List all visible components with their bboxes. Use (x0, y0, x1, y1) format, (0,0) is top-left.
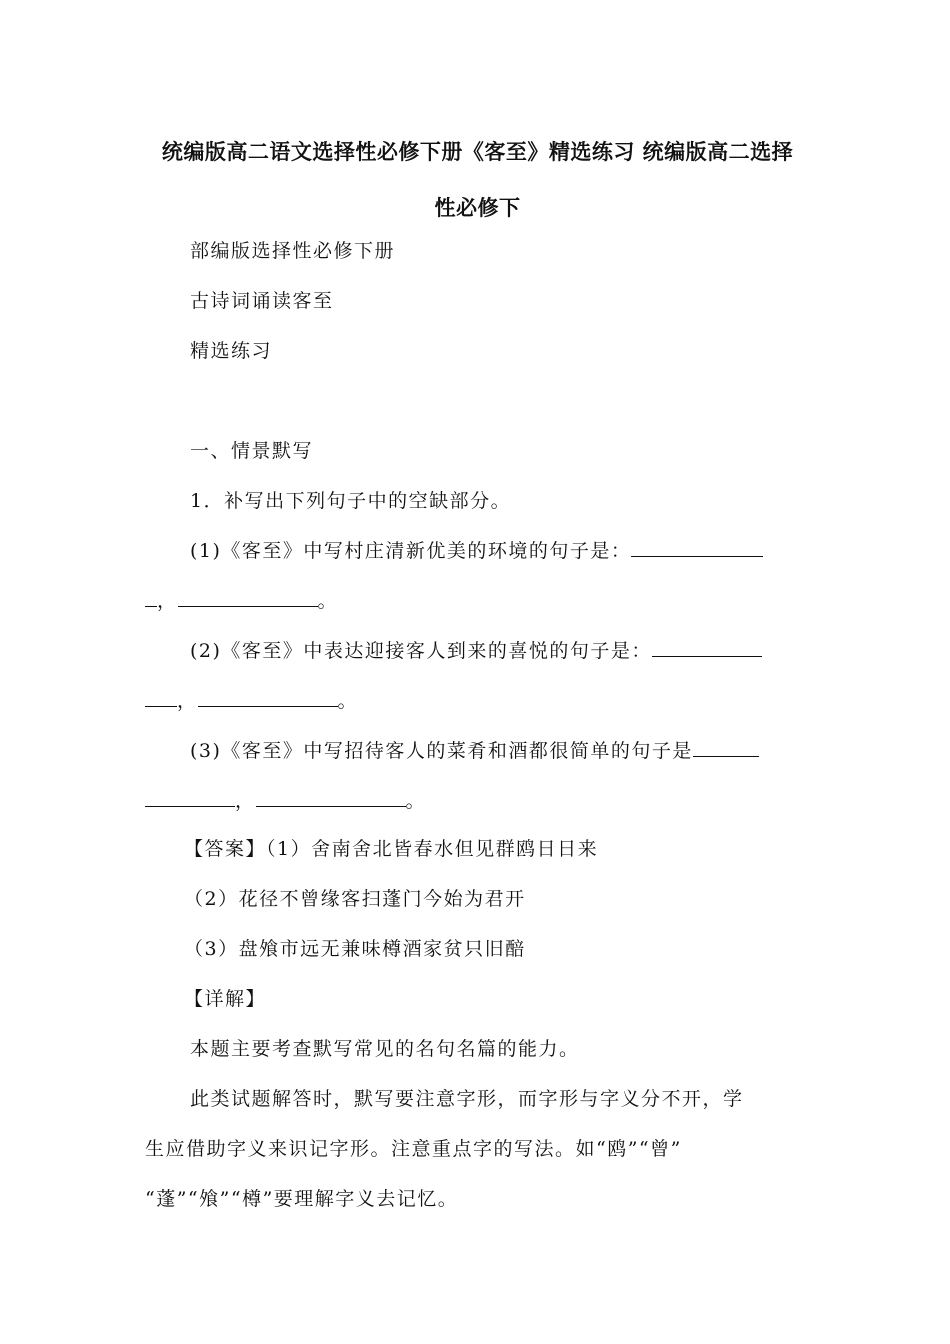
fill-item-1-continued (145, 588, 338, 614)
fill-blank (256, 788, 406, 807)
fill-item-3 (190, 738, 759, 764)
fill-item-2-prompt: (2)《客至》中表达迎接客人到来的喜悦的句子是： (190, 640, 652, 662)
fill-blank (178, 588, 318, 607)
period: 。 (337, 690, 359, 712)
question-stem: 1．补写出下列句子中的空缺部分。 (190, 490, 512, 512)
fill-item-3-continued (145, 788, 426, 814)
fill-blank (652, 638, 762, 657)
answer-2: （2）花径不曾缘客扫蓬门今始为君开 (184, 888, 526, 910)
document-title (145, 124, 810, 236)
comma: ， (177, 690, 198, 712)
detail-label: 【详解】 (184, 988, 267, 1010)
section-heading: 一、情景默写 (190, 440, 314, 462)
fill-item-1 (190, 538, 763, 564)
answer-label: 【答案】 (184, 838, 267, 860)
detail-paragraph-2-line-2: 生应借助字义来识记字形。注意重点字的写法。如“鸥”“曾” (145, 1138, 682, 1160)
fill-blank (145, 788, 235, 807)
comma: ， (235, 790, 256, 812)
fill-item-3-prompt: (3)《客至》中写招待客人的菜肴和酒都很简单的句子是 (190, 740, 693, 762)
header-line-textbook: 部编版选择性必修下册 (190, 240, 396, 262)
document-title-line-2: 性必修下 (434, 196, 521, 220)
fill-blank (631, 538, 763, 557)
detail-paragraph-2-line-1: 此类试题解答时，默写要注意字形，而字形与字义分不开，学 (190, 1088, 744, 1110)
header-line-practice: 精选练习 (190, 340, 273, 362)
fill-item-2-continued (145, 688, 358, 714)
header-line-lesson: 古诗词诵读客至 (190, 290, 334, 312)
answer-line-1 (184, 836, 598, 862)
period: 。 (317, 590, 339, 612)
fill-blank (198, 688, 338, 707)
answer-3: （3）盘飧市远无兼味樽酒家贫只旧醅 (184, 938, 526, 960)
period: 。 (405, 790, 427, 812)
detail-paragraph-1: 本题主要考查默写常见的名句名篇的能力。 (190, 1038, 580, 1060)
fill-blank (145, 588, 157, 607)
fill-blank (145, 688, 177, 707)
fill-item-2 (190, 638, 762, 664)
fill-item-1-prompt: (1)《客至》中写村庄清新优美的环境的句子是： (190, 540, 632, 562)
fill-blank (693, 738, 759, 757)
detail-paragraph-2-line-3: “蓬”“飧”“樽”要理解字义去记忆。 (145, 1188, 459, 1210)
comma: ， (157, 590, 178, 612)
document-title-line-1: 统编版高二语文选择性必修下册《客至》精选练习 统编版高二选择 (161, 140, 794, 164)
answer-1: （1）舍南舍北皆春水但见群鸥日日来 (266, 838, 599, 860)
